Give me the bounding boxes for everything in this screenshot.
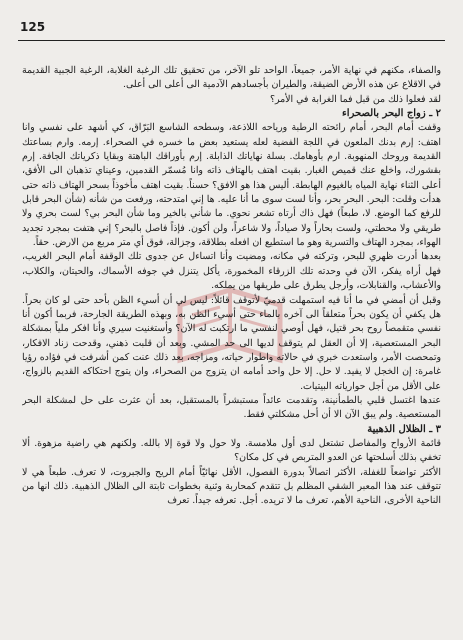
paragraph: قائمة الأرواح والمفاصل تشتعل لدى أول ملامسة. ولا حول ولا قوة إلا بالله. ولكنهم هي راضية مزهوة. ألا تخفي بذلك أسلحتها عن العدو المتربص في كل مكان؟ [22,437,441,464]
paragraph: عندها اغتسل قلبي بالطمأنينة، وتقدمت عائداً مستبشراً بالمستقبل، بعد أن عثرت على حل لمشكلة البحر المستعصية. ولم يبق الآن الا أن أحل مشكلتي فقط. [22,394,441,421]
section-heading: ٢ ـ زواج البحر بالصحراء [342,108,441,120]
paragraph: وقفت أمام البحر، أمام رائحته الرطبة ورياحه اللاذعة، وسطحه الشاسع البَرّاق، كي أشهد على نفسي وانا اهتف: إرم بدنك الملعون في اللجة الفضية لعله يستعيد بعض ما خسره في الصحراء. إرمه. وارم بساعتك القديمة وروحك المنهوبة. ارم بأوهامك. بسلة نهاياتك الذابلة. إرم بأوراقك الباهتة وبقايا ذكرياتك الجافة. إرم بقشورك، واخلع عنك قميص الغبار. بقيت اهتف بالهتاف ذاته وانا مُسمّر القدمين، وعيناي تذهبان الى الأفق، أعلى الثناء نهاية المياه بالغيوم الهابطة. أليس هذا هو الافق؟ حسناً. بقيت اهتف مأخوذاً بسحر الهتاف ذاته حتى هدأت وقلت: البحر. البحر بحر، وأنا لست سوى ما أنا عليه. ها إني امتدحته، ورفعت من شأنه (شأن البحر قابل للرفع كما الوضع. لا، طبعاً) فهل ذاك أرتاه تشعر نحوي. ما شأني بالخير وما شأن البحر بي؟ لست بحري ولا طريقي ولا محطتي، ولست بحاراً ولا صياداً، ولا شاعراً، ولن أكون. فإذاً فاصل بالبحر؟ إني هتفت بمجرد تجديد الهواء، بمجرد الهتاف والتسرية وهو ما استطيع ان افعله بطلاقة، وجزالة، فوق أي متر مربع من الارض. حقاً. [22,122,441,249]
paragraph: لقد فعلوا ذلك من قبل فما الغرابة في الأمر؟ [270,93,441,105]
article-body [22,64,441,632]
paragraph: الأكثر تواضعاً للغفلة، الأكثر اتصالاً بدورة الفصول، الأقل نهائيّاً أمام الريح والجبروت، لا تعرف. طبعاً هي لا تتوقف عند هذا المعبر الشقي المظلم بل تتقدم كمحاربة وثنية بخطوات ثابتة الى الظلال الذهبية. ذلك انها من الناحية الأخرى، الناحية الأهم، تعرف ما لا تريده. أجل. تعرفه جيداً. تعرف [22,466,441,507]
paragraph: بعدها أدرت ظهري للبحر، وتركته في مكانه، ومضيت وأنا اتساءل عن جدوى تلك الوقفة أمام البحر الغريب، فهل أراه يفكر، الآن في وحدته تلك الزرقاء المخمورة، يأكل يتنزل في جوفه الأسماك، والحيتان، والكلاب، والأعشاب، والقنابلات، وأرجل يطرق على طريقها من يملكه. [22,251,441,292]
paragraph: والصفاء، مكنهم في نهاية الأمر، جميعاً، الواحد تلو الآخر، من تحقيق تلك الرغبة الغلابة، الرغبة الجبية القديمة في الاقلاع عن هذه الأرض الضيقة، والطيران بأجسادهم الآدمية الى أعلى الى أعلى. [22,65,441,91]
paragraph: وقبل أن أمضي في ما أنا فيه استمهلت قدميّ لأتوقف قائلاً: ليس لي أن أسيء الظن بأحد حتى لو كان بحراً. هل يكفي أن يكون بحراً متعلقاً الى آخره بالماء حتى أسيء الظن به، وبهذه الطريقة الجارحة، فربما أكون أنا نفسي متقمصاً روح بحر قتيل، فهل أوصي لنفسي ما ارتكبت له الآن؟ وأستغنيت سيري وأنا افكر ملياً بمشكلة البحر المستعصية، إلا أن العقل لم يتوقف لديها الى حد المشي. وبعد أن قلبت ذهني، وقدحت زناد الافكار، وتمحصت الأمر، واستعدت خبري في حالاته واطوار حياته، ومزاجه، بعد ذلك عنت كمن أشرفت في فؤاده رؤيا غامرة: إن الخجل لا يفيد. لا حل. إلا حل واحد أمامه ان يتزوج من الصحراء، وان يتوج احتكاكه القديم بالزواج، على الأقل من أجل حوارياته البيتيات. [22,294,441,392]
header-divider [18,40,445,41]
section-heading: ٣ ـ الظلال الذهبية [367,423,441,435]
page-number: 125 [20,20,46,34]
